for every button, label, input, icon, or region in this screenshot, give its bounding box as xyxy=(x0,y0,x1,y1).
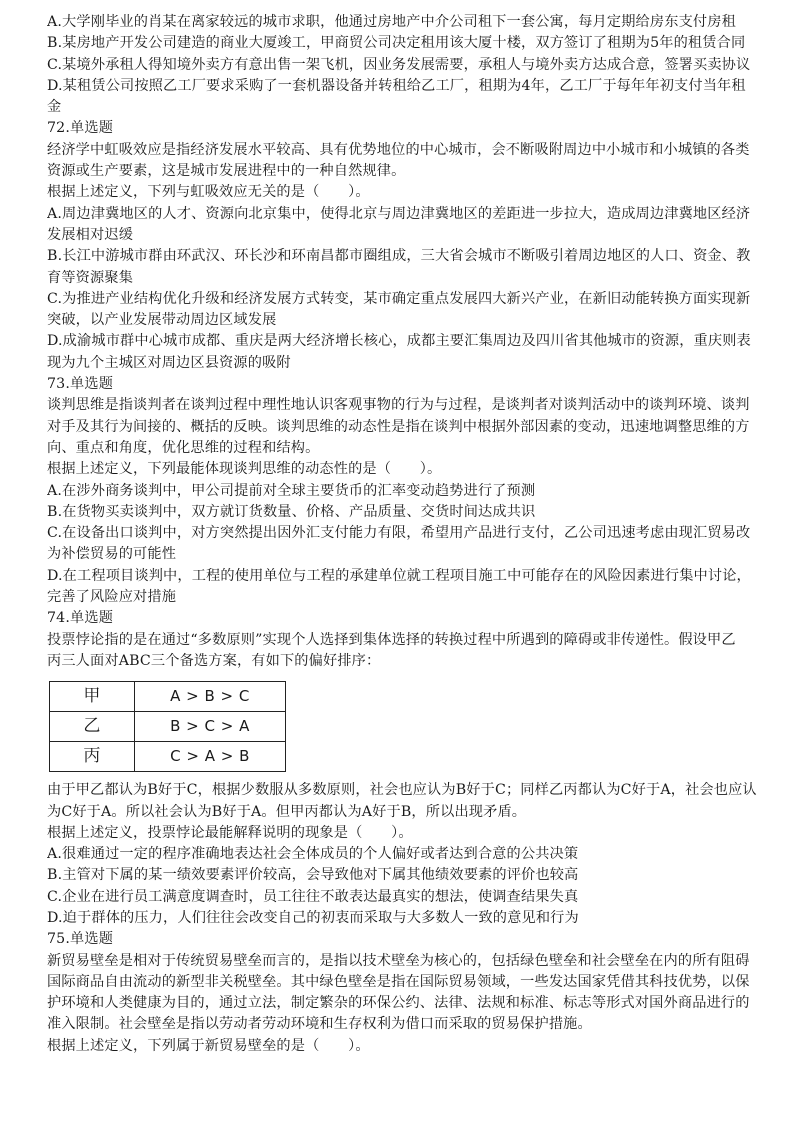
q75-header: 75.单选题 xyxy=(47,931,114,948)
q75-stem-line: 新贸易壁垒是相对于传统贸易壁垒而言的，是指以技术壁垒为核心的，包括绿色壁垒和社会壁垒在内的所有阻碍 xyxy=(47,952,750,969)
table-cell-order: B > C > A xyxy=(135,712,286,742)
question-75 xyxy=(47,929,767,1057)
table-cell-person: 乙 xyxy=(50,712,135,742)
question-74 xyxy=(47,608,767,929)
q71-option-d-cont: 金 xyxy=(47,99,62,116)
table-row xyxy=(50,682,286,712)
q73-option-c: C.在设备出口谈判中，对方突然提出因外汇支付能力有限，希望用产品进行支付，乙公司迅速考虑由现汇贸易改 xyxy=(47,525,751,542)
q74-stem-line: 投票悖论指的是在通过“多数原则”实现个人选择到集体选择的转换过程中所遇到的障碍或非传递性。假设甲乙 xyxy=(47,631,736,648)
q74-option-c: C.企业在进行员工满意度调查时，员工往往不敢表达最真实的想法，使调查结果失真 xyxy=(47,888,579,905)
q74-option-a: A.很难通过一定的程序准确地表达社会全体成员的个人偏好或者达到合意的公共决策 xyxy=(47,846,579,863)
q71-option-c: C.某境外承租人得知境外卖方有意出售一架飞机，因业务发展需要，承租人与境外卖方达成合意，签署买卖协议 xyxy=(47,56,751,73)
q74-explanation-line: 由于甲乙都认为B好于C，根据少数服从多数原则，社会也应认为B好于C；同样乙丙都认为C好于A，社会也应认 xyxy=(47,782,757,799)
q75-stem-line: 准入限制。社会壁垒是指以劳动者劳动环境和生存权利为借口而采取的贸易保护措施。 xyxy=(47,1016,592,1033)
q73-header: 73.单选题 xyxy=(47,376,114,393)
table-cell-order: A > B > C xyxy=(135,682,286,712)
q74-explanation-line: 为C好于A。所以社会认为B好于A。但甲丙都认为A好于B，所以出现矛盾。 xyxy=(47,803,527,820)
q75-prompt: 根据上述定义，下列属于新贸易壁垒的是（ ）。 xyxy=(47,1037,370,1054)
question-73 xyxy=(47,374,767,608)
q73-option-b: B.在货物买卖谈判中，双方就订货数量、价格、产品质量、交货时间达成共识 xyxy=(47,503,536,520)
table-row xyxy=(50,712,286,742)
q72-option-c-cont: 突破，以产业发展带动周边区域发展 xyxy=(47,312,277,329)
q73-stem-line: 向、重点和角度，优化思维的过程和结构。 xyxy=(47,439,320,456)
table-cell-person: 丙 xyxy=(50,742,135,772)
q73-option-a: A.在涉外商务谈判中，甲公司提前对全球主要货币的汇率变动趋势进行了预测 xyxy=(47,482,536,499)
q72-option-b-cont: 育等资源聚集 xyxy=(47,269,134,286)
q74-option-b: B.主管对下属的某一绩效要素评价较高，会导致他对下属其他绩效要素的评价也较高 xyxy=(47,867,579,884)
exam-page xyxy=(47,12,767,1057)
q73-option-d: D.在工程项目谈判中，工程的使用单位与工程的承建单位就工程项目施工中可能存在的风险因素进行集中讨论， xyxy=(47,567,751,584)
preference-table xyxy=(49,681,286,772)
q71-option-b: B.某房地产开发公司建造的商业大厦竣工，甲商贸公司决定租用该大厦十楼，双方签订了租期为5年的租赁合同 xyxy=(47,35,746,52)
q73-prompt: 根据上述定义，下列最能体现谈判思维的动态性的是（ ）。 xyxy=(47,461,442,478)
q72-option-a: A.周边津冀地区的人才、资源向北京集中，使得北京与周边津冀地区的差距进一步拉大，造成周边津冀地区经济 xyxy=(47,205,751,222)
q73-option-c-cont: 为补偿贸易的可能性 xyxy=(47,546,177,563)
q72-prompt: 根据上述定义，下列与虹吸效应无关的是（ ）。 xyxy=(47,184,370,201)
q72-option-c: C.为推进产业结构优化升级和经济发展方式转变，某市确定重点发展四大新兴产业，在新旧动能转换方面实现新 xyxy=(47,290,751,307)
q74-prompt: 根据上述定义，投票悖论最能解释说明的现象是（ ）。 xyxy=(47,824,413,841)
q72-option-d: D.成渝城市群中心城市成都、重庆是两大经济增长核心，成都主要汇集周边及四川省其他城市的资源，重庆则表 xyxy=(47,333,751,350)
q73-stem-line: 谈判思维是指谈判者在谈判过程中理性地认识客观事物的行为与过程，是谈判者对谈判活动中的谈判环境、谈判 xyxy=(47,397,750,414)
q72-stem-line: 资源或生产要素，这是城市发展进程中的一种自然规律。 xyxy=(47,163,406,180)
q73-stem-line: 对手及其行为间接的、概括的反映。谈判思维的动态性是指在谈判中根据外部因素的变动，迅速地调整思维的方 xyxy=(47,418,750,435)
q71-option-d: D.某租赁公司按照乙工厂要求采购了一套机器设备并转租给乙工厂，租期为4年，乙工厂于每年年初支付当年租 xyxy=(47,77,746,94)
table-cell-person: 甲 xyxy=(50,682,135,712)
q71-options xyxy=(47,12,767,118)
q75-stem-line: 国际商品自由流动的新型非关税壁垒。其中绿色壁垒是指在国际贸易领域，一些发达国家凭借其科技优势，以保 xyxy=(47,973,750,990)
table-cell-order: C > A > B xyxy=(135,742,286,772)
q72-option-d-cont: 现为九个主城区对周边区县资源的吸附 xyxy=(47,354,291,371)
table-row xyxy=(50,742,286,772)
q74-stem-line: 丙三人面对ABC三个备选方案，有如下的偏好排序： xyxy=(47,652,381,669)
q74-header: 74.单选题 xyxy=(47,610,114,627)
q72-option-a-cont: 发展相对迟缓 xyxy=(47,226,134,243)
q75-stem-line: 护环境和人类健康为目的，通过立法，制定繁杂的环保公约、法律、法规和标准、标志等形式对国外商品进行的 xyxy=(47,995,750,1012)
q72-option-b: B.长江中游城市群由环武汉、环长沙和环南昌都市圈组成，三大省会城市不断吸引着周边地区的人口、资金、教 xyxy=(47,248,751,265)
q71-option-a: A.大学刚毕业的肖某在离家较远的城市求职，他通过房地产中介公司租下一套公寓，每月定期给房东支付房租 xyxy=(47,14,736,30)
question-72 xyxy=(47,118,767,374)
q73-option-d-cont: 完善了风险应对措施 xyxy=(47,589,177,606)
q72-stem-line: 经济学中虹吸效应是指经济发展水平较高、具有优势地位的中心城市，会不断吸附周边中小城市和小城镇的各类 xyxy=(47,141,750,158)
q74-option-d: D.迫于群体的压力，人们往往会改变自己的初衷而采取与大多数人一致的意见和行为 xyxy=(47,909,579,926)
q72-header: 72.单选题 xyxy=(47,120,114,137)
